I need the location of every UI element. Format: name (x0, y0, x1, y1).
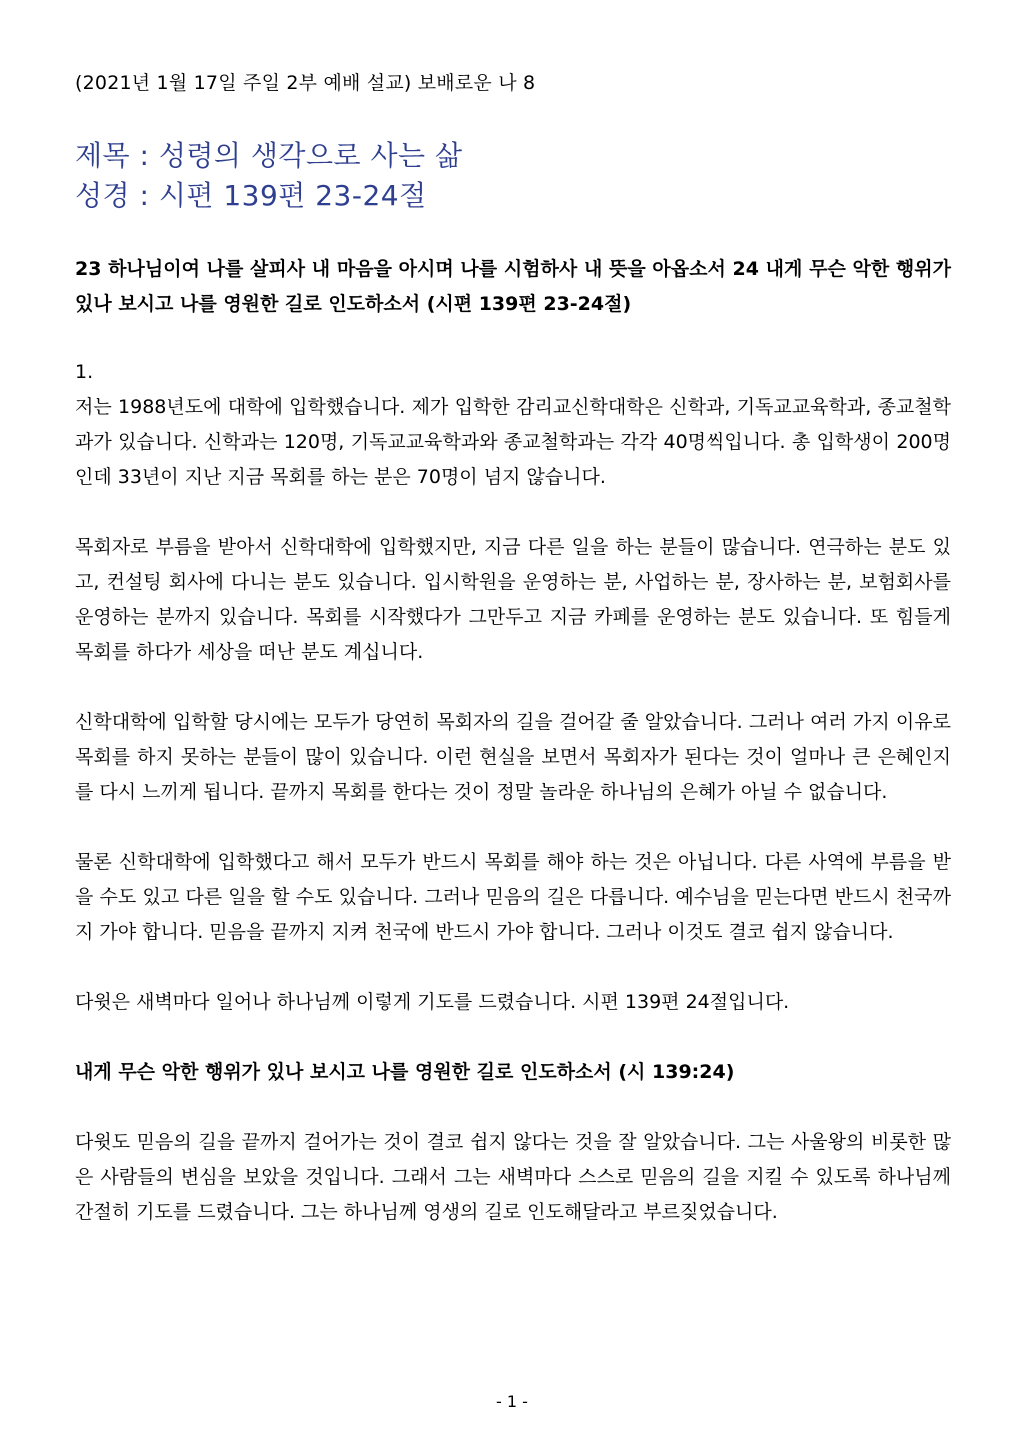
page-number: - 1 - (496, 1392, 528, 1411)
sermon-header: (2021년 1월 17일 주일 2부 예배 설교) 보배로운 나 8 (75, 72, 536, 94)
paragraph-1: 저는 1988년도에 대학에 입학했습니다. 제가 입학한 감리교신학대학은 신학과, 기독교교육학과, 종교철학과가 있습니다. 신학과는 120명, 기독교교육학과와 종교철학과는 각각 40명씩입니다. 총 입학생이 200명인데 33년이 지난 지금 목회를 하는 분은 70명이 넘지 않습니다. (75, 396, 951, 488)
paragraph-6: 다윗도 믿음의 길을 끝까지 걸어가는 것이 결코 쉽지 않다는 것을 잘 알았습니다. 그는 사울왕의 비롯한 많은 사람들의 변심을 보았을 것입니다. 그래서 그는 새벽마다 스스로 믿음의 길을 지킬 수 있도록 하나님께 간절히 기도를 드렸습니다. 그는 하나님께 영생의 길로 인도해달라고 부르짖었습니다. (75, 1131, 951, 1223)
scripture-quote: 내게 무슨 악한 행위가 있나 보시고 나를 영원한 길로 인도하소서 (시 139:24) (75, 1061, 735, 1083)
paragraph-5: 다윗은 새벽마다 일어나 하나님께 이렇게 기도를 드렸습니다. 시편 139편 24절입니다. (75, 991, 790, 1013)
body-text (75, 390, 951, 1230)
scripture-verse: 23 하나님이여 나를 살피사 내 마음을 아시며 나를 시험하사 내 뜻을 아옵소서 24 내게 무슨 악한 행위가 있나 보시고 나를 영원한 길로 인도하소서 (시편 139편 23-24절) (75, 258, 951, 315)
paragraph-3: 신학대학에 입학할 당시에는 모두가 당연히 목회자의 길을 걸어갈 줄 알았습니다. 그러나 여러 가지 이유로 목회를 하지 못하는 분들이 많이 있습니다. 이런 현실을 보면서 목회자가 된다는 것이 얼마나 큰 은혜인지를 다시 느끼게 됩니다. 끝까지 목회를 한다는 것이 정말 놀라운 하나님의 은혜가 아닐 수 없습니다. (75, 711, 951, 803)
scripture-reference: 성경 : 시편 139편 23-24절 (75, 179, 427, 212)
title-block (75, 136, 951, 216)
document-page (75, 68, 951, 1230)
paragraph-4: 물론 신학대학에 입학했다고 해서 모두가 반드시 목회를 해야 하는 것은 아닙니다. 다른 사역에 부름을 받을 수도 있고 다른 일을 할 수도 있습니다. 그러나 믿음의 길은 다릅니다. 예수님을 믿는다면 반드시 천국까지 가야 합니다. 믿음을 끝까지 지켜 천국에 반드시 가야 합니다. 그러나 이것도 결코 쉽지 않습니다. (75, 851, 951, 943)
sermon-title: 제목 : 성령의 생각으로 사는 삶 (75, 139, 463, 172)
paragraph-2: 목회자로 부름을 받아서 신학대학에 입학했지만, 지금 다른 일을 하는 분들이 많습니다. 연극하는 분도 있고, 컨설팅 회사에 다니는 분도 있습니다. 입시학원을 운영하는 분, 사업하는 분, 장사하는 분, 보험회사를 운영하는 분까지 있습니다. 목회를 시작했다가 그만두고 지금 카페를 운영하는 분도 있습니다. 또 힘들게 목회를 하다가 세상을 떠난 분도 계십니다. (75, 536, 951, 663)
section-number: 1. (75, 361, 94, 383)
